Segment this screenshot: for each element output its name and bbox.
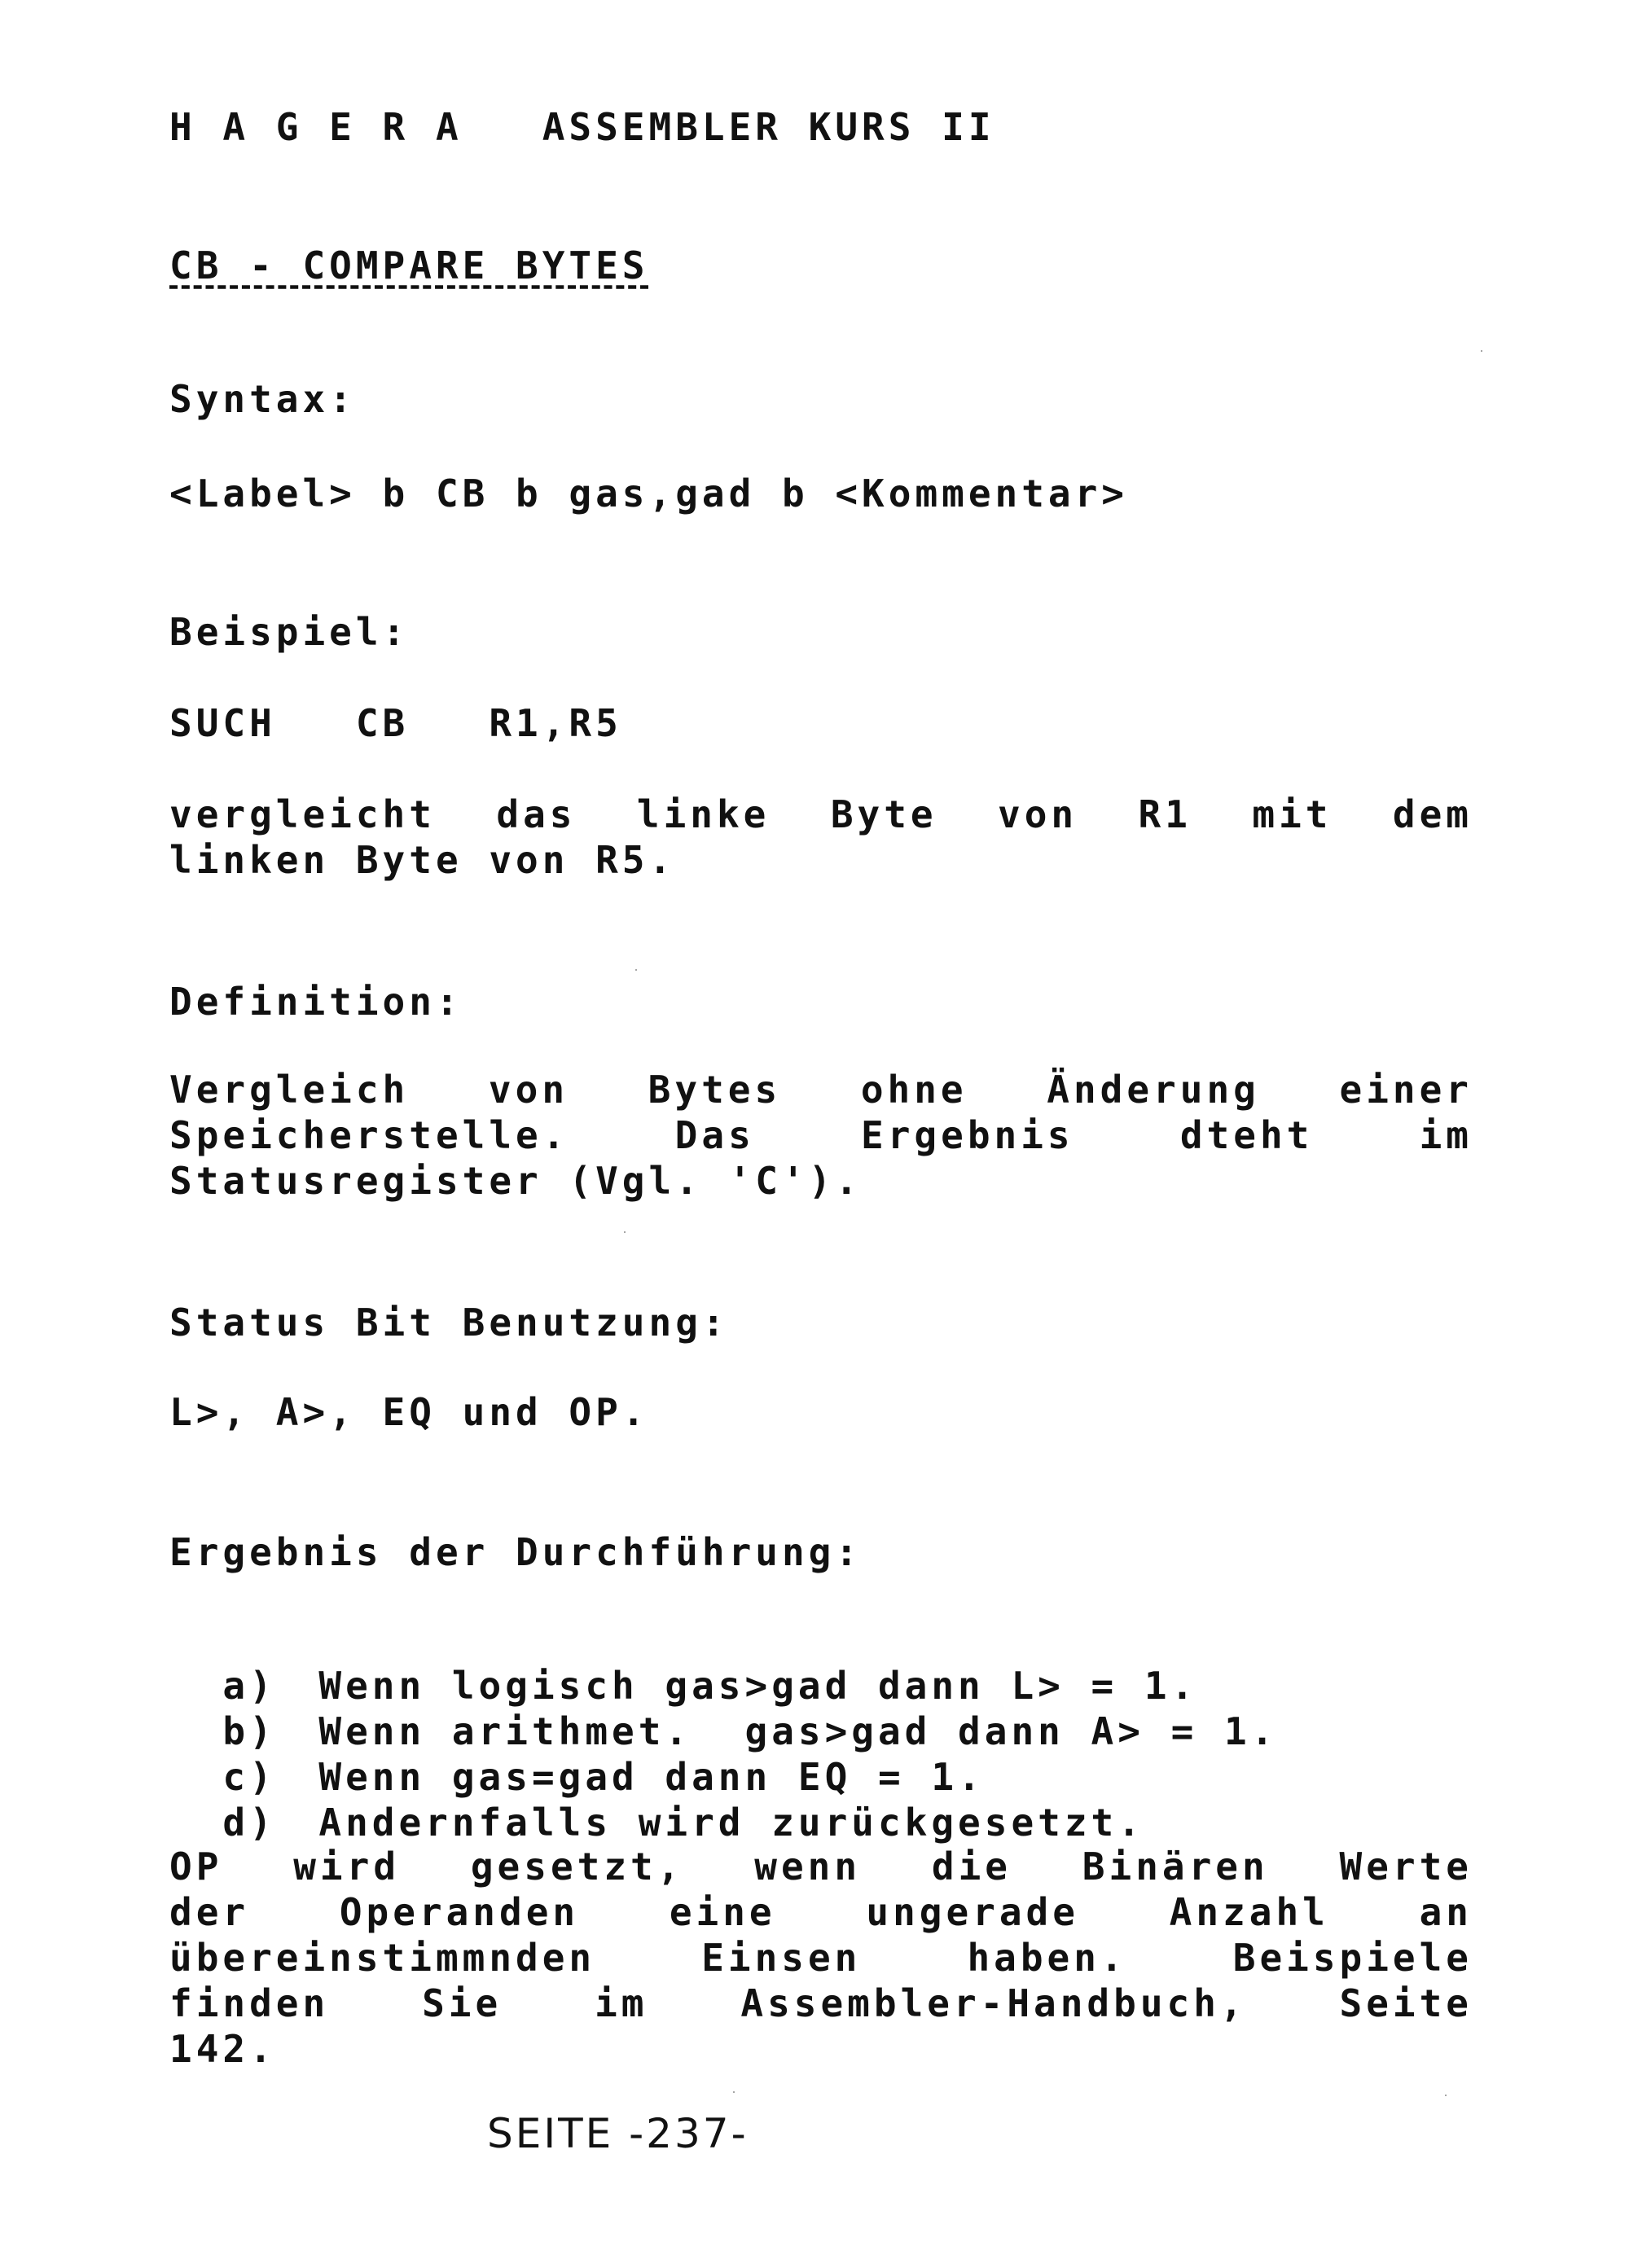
scan-speck <box>1481 350 1482 352</box>
definition-line: Statusregister (Vgl. 'C'). <box>169 1159 863 1203</box>
list-marker: b) <box>222 1709 276 1753</box>
list-item-text: Wenn arithmet. gas>gad dann A> = 1. <box>318 1709 1278 1753</box>
example-description-line: vergleicht das linke Byte von R1 mit dem <box>169 792 1473 836</box>
op-note-line: übereinstimmnden Einsen haben. Beispiele <box>169 1936 1473 1980</box>
list-marker: d) <box>222 1801 276 1845</box>
status-bits-label: Status Bit Benutzung: <box>169 1301 729 1345</box>
definition-label: Definition: <box>169 980 463 1024</box>
scan-speck <box>624 1231 626 1233</box>
op-note <box>169 1844 1473 2072</box>
op-note-line: finden Sie im Assembler-Handbuch, Seite <box>169 1981 1473 2025</box>
document-header: H A G E R A ASSEMBLER KURS II <box>169 105 995 149</box>
list-item-text: Wenn logisch gas>gad dann L> = 1. <box>318 1664 1198 1708</box>
example-description <box>169 792 1473 883</box>
result-item-d <box>169 1754 1144 1845</box>
example-label: Beispiel: <box>169 610 410 654</box>
op-note-line: der Operanden eine ungerade Anzahl an <box>169 1890 1473 1934</box>
scan-speck <box>635 969 637 971</box>
list-marker: a) <box>222 1664 276 1708</box>
definition-text <box>169 1067 1473 1204</box>
definition-line: Vergleich von Bytes ohne Änderung einer <box>169 1068 1473 1112</box>
syntax-text: <Label> b CB b gas,gad b <Kommentar> <box>169 472 1128 515</box>
op-note-line: 142. <box>169 2027 276 2071</box>
example-description-line: linken Byte von R5. <box>169 838 676 882</box>
page-number: SEITE -237- <box>487 2110 749 2157</box>
syntax-label: Syntax: <box>169 377 356 421</box>
example-code: SUCH CB R1,R5 <box>169 701 622 745</box>
op-note-line: OP wird gesetzt, wenn die Binären Werte <box>169 1845 1473 1889</box>
list-item-text: Wenn gas=gad dann EQ = 1. <box>318 1755 985 1799</box>
status-bits-text: L>, A>, EQ und OP. <box>169 1390 649 1434</box>
list-item-text: Andernfalls wird zurückgesetzt. <box>318 1801 1144 1845</box>
list-marker: c) <box>222 1755 276 1799</box>
section-heading: CB - COMPARE BYTES <box>169 243 649 287</box>
scan-speck <box>1445 2095 1447 2096</box>
scan-speck <box>733 2091 735 2093</box>
definition-line: Speicherstelle. Das Ergebnis dteht im <box>169 1113 1473 1157</box>
result-label: Ergebnis der Durchführung: <box>169 1530 863 1574</box>
